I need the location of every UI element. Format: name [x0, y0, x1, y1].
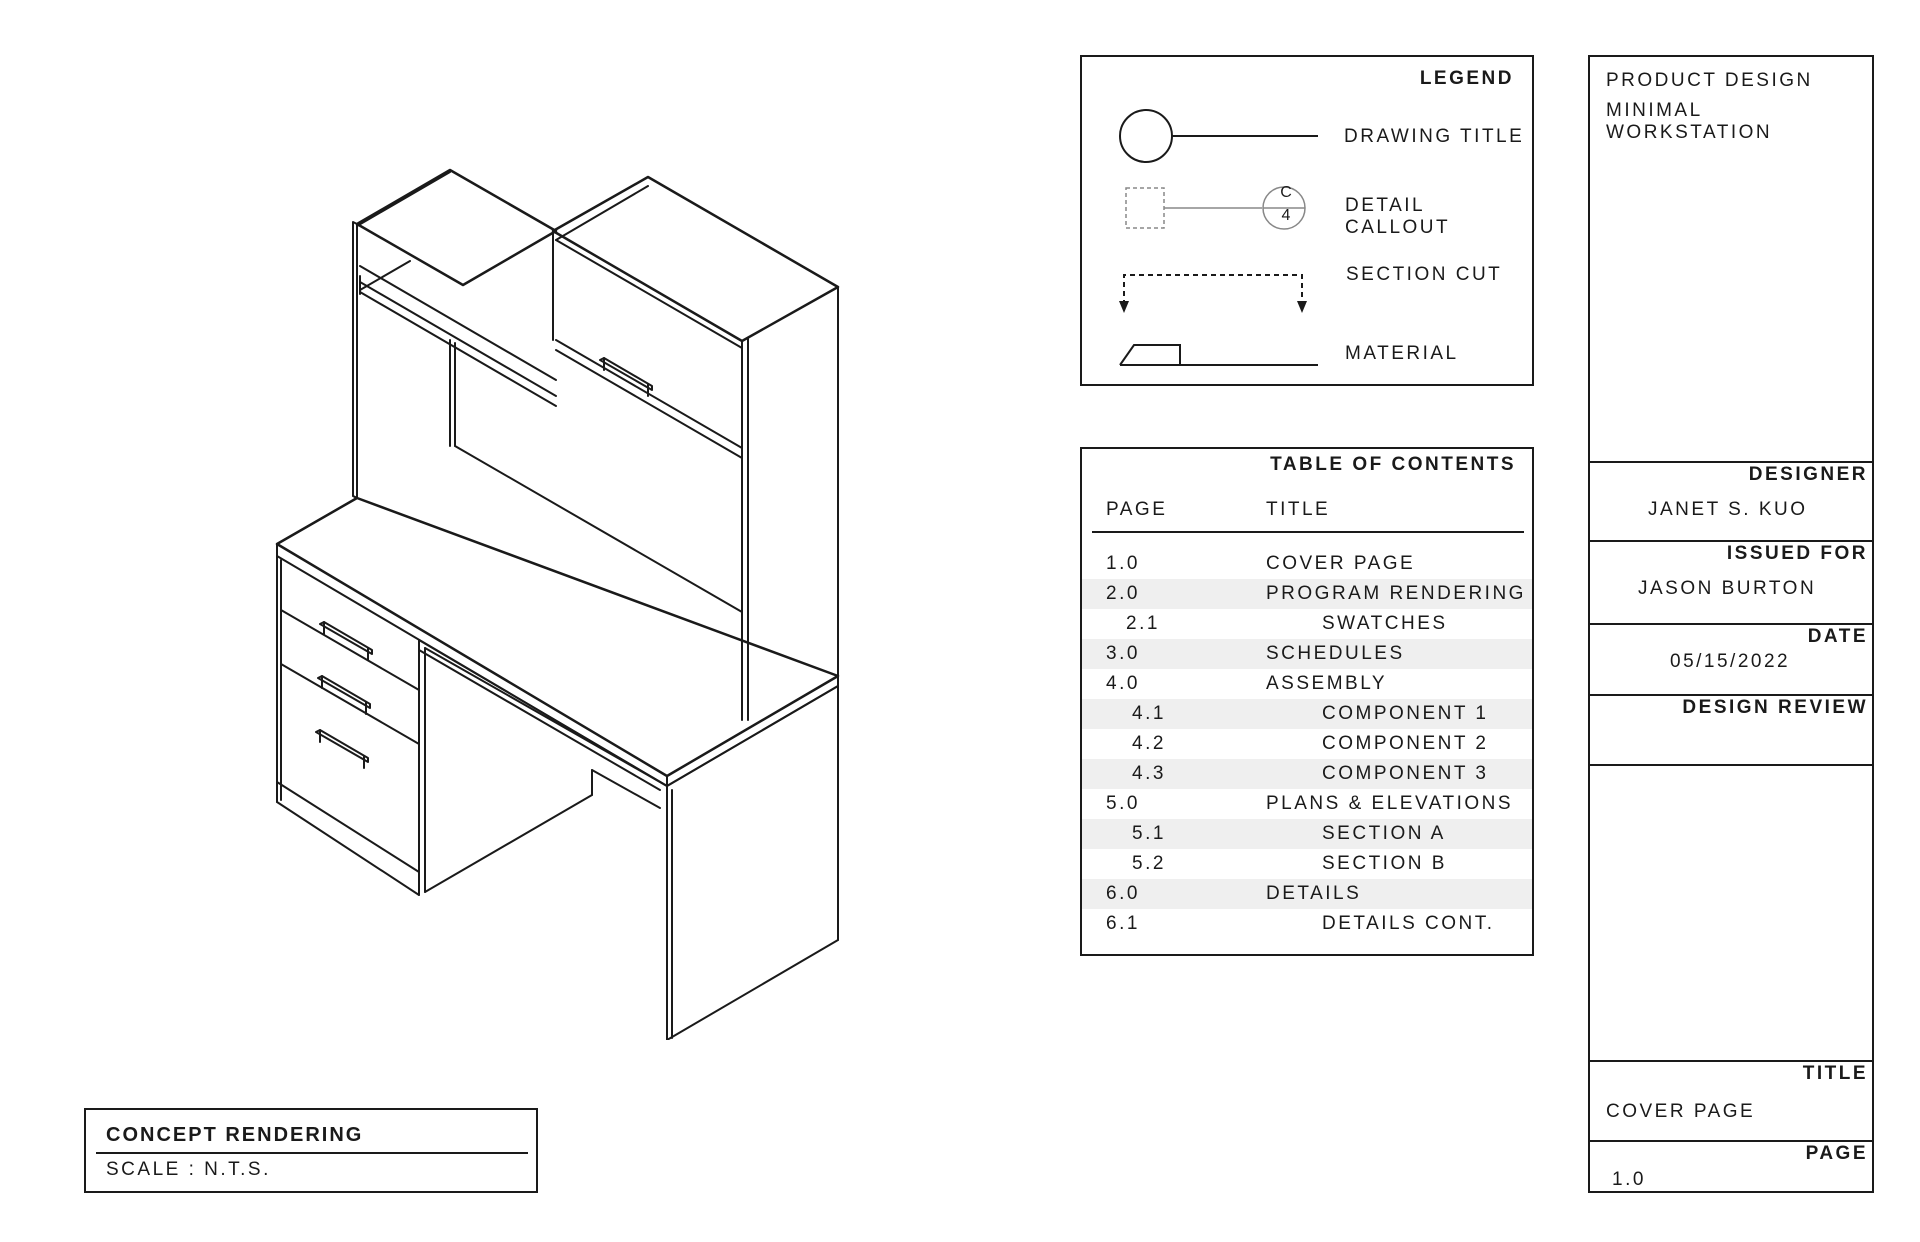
toc-row: [1082, 579, 1532, 609]
toc-row-page: 4.1: [1132, 703, 1166, 724]
title-block-divider: [1590, 461, 1872, 463]
designer-label: DESIGNER: [1748, 464, 1868, 485]
toc-header-title: TITLE: [1266, 499, 1331, 520]
toc-row-page: 5.2: [1132, 853, 1166, 874]
concept-title: CONCEPT RENDERING: [106, 1124, 364, 1146]
legend-label-drawing-title: DRAWING TITLE: [1344, 126, 1525, 147]
toc-row-page: 4.0: [1106, 673, 1140, 694]
toc-row: [1082, 549, 1532, 579]
toc-row-title: COVER PAGE: [1266, 553, 1416, 574]
toc-row-title: PROGRAM RENDERING: [1266, 583, 1526, 604]
toc-row-page: 5.0: [1106, 793, 1140, 814]
concept-divider: [96, 1152, 528, 1154]
sheet-title-label: TITLE: [1802, 1063, 1868, 1084]
toc-header-divider: [1092, 531, 1524, 533]
page-label: PAGE: [1805, 1143, 1868, 1164]
table-of-contents: [1080, 447, 1534, 956]
toc-row-title: COMPONENT 1: [1322, 703, 1489, 724]
toc-row-title: DETAILS: [1266, 883, 1362, 904]
toc-header-page: PAGE: [1106, 499, 1168, 520]
legend-label-material: MATERIAL: [1345, 343, 1459, 364]
desk-isometric-drawing: [250, 160, 870, 1040]
section-cut-symbol-icon: [1118, 267, 1308, 317]
project-name-line2: MINIMAL WORKSTATION: [1606, 100, 1773, 143]
toc-row-page: 2.0: [1106, 583, 1140, 604]
sheet-title-value: COVER PAGE: [1606, 1101, 1756, 1122]
toc-row-page: 6.1: [1106, 913, 1140, 934]
toc-row-page: 5.1: [1132, 823, 1166, 844]
title-block-divider: [1590, 764, 1872, 766]
date-label: DATE: [1807, 626, 1868, 647]
concept-rendering-box: [84, 1108, 538, 1193]
detail-callout-bottom: 4: [1281, 207, 1291, 224]
issued-for-value: JASON BURTON: [1638, 578, 1817, 599]
title-block-divider: [1590, 623, 1872, 625]
toc-row-title: COMPONENT 2: [1322, 733, 1489, 754]
designer-value: JANET S. KUO: [1648, 499, 1808, 520]
legend-box: [1080, 55, 1534, 386]
toc-row: [1082, 849, 1532, 879]
toc-row: [1082, 669, 1532, 699]
toc-row: [1082, 879, 1532, 909]
toc-row-title: PLANS & ELEVATIONS: [1266, 793, 1514, 814]
title-block: [1588, 55, 1874, 1193]
toc-row: [1082, 759, 1532, 789]
toc-row: [1082, 729, 1532, 759]
toc-row: [1082, 909, 1532, 939]
project-name-line1: PRODUCT DESIGN: [1606, 70, 1813, 91]
toc-row-title: SECTION B: [1322, 853, 1447, 874]
toc-row-page: 6.0: [1106, 883, 1140, 904]
page-value: 1.0: [1612, 1169, 1646, 1190]
toc-row-title: SECTION A: [1322, 823, 1446, 844]
toc-row: [1082, 789, 1532, 819]
toc-row-title: DETAILS CONT.: [1322, 913, 1495, 934]
legend-label-section-cut: SECTION CUT: [1346, 264, 1503, 285]
toc-title: TABLE OF CONTENTS: [1270, 454, 1516, 475]
title-block-divider: [1590, 694, 1872, 696]
toc-row-page: 4.2: [1132, 733, 1166, 754]
title-block-divider: [1590, 540, 1872, 542]
title-block-divider: [1590, 1060, 1872, 1062]
toc-row-title: ASSEMBLY: [1266, 673, 1388, 694]
date-value: 05/15/2022: [1670, 651, 1791, 672]
title-block-divider: [1590, 1140, 1872, 1142]
design-review-label: DESIGN REVIEW: [1682, 697, 1868, 718]
legend-label-detail-callout: DETAIL CALLOUT: [1345, 195, 1451, 238]
detail-callout-top: C: [1280, 184, 1292, 201]
toc-row-page: 3.0: [1106, 643, 1140, 664]
toc-row-page: 4.3: [1132, 763, 1166, 784]
toc-row-page: 2.1: [1126, 613, 1160, 634]
drawing-title-symbol-icon: [1118, 107, 1318, 167]
toc-row-page: 1.0: [1106, 553, 1140, 574]
toc-row: [1082, 699, 1532, 729]
toc-row: [1082, 819, 1532, 849]
toc-row-title: SCHEDULES: [1266, 643, 1405, 664]
toc-row: [1082, 639, 1532, 669]
toc-rows: [1082, 549, 1532, 939]
concept-scale: SCALE : N.T.S.: [106, 1159, 271, 1180]
issued-for-label: ISSUED FOR: [1726, 543, 1868, 564]
toc-row-title: SWATCHES: [1322, 613, 1448, 634]
legend-title: LEGEND: [1419, 68, 1514, 89]
toc-row: [1082, 609, 1532, 639]
toc-row-title: COMPONENT 3: [1322, 763, 1489, 784]
material-symbol-icon: [1118, 339, 1318, 369]
